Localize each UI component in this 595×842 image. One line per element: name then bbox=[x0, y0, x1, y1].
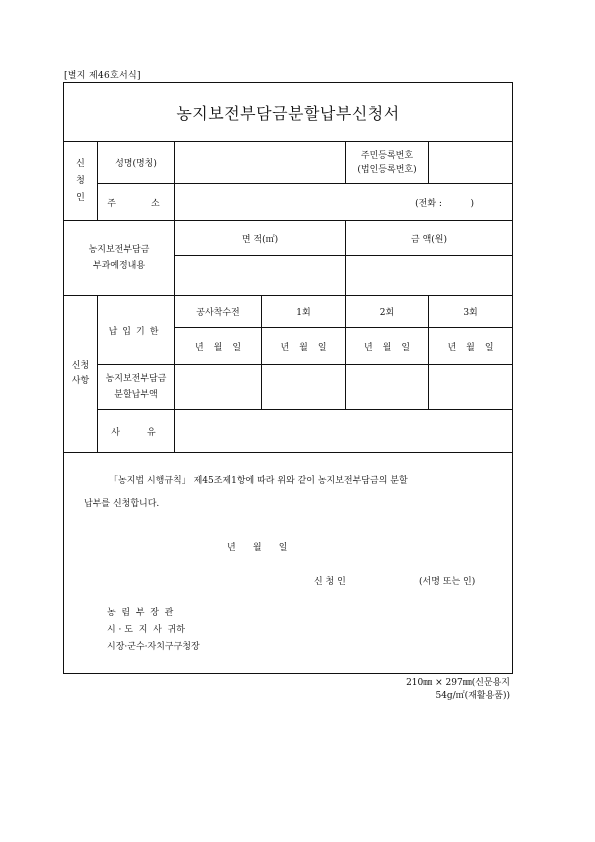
recipient-minister: 농 림 부 장 관 bbox=[107, 608, 174, 618]
area-header: 면 적(㎡) bbox=[175, 221, 346, 256]
charge-details-label: 농지보전부담금 부과예정내용 bbox=[64, 221, 175, 296]
name-field[interactable] bbox=[175, 142, 346, 184]
form-title: 농지보전부담금분할납부신청서 bbox=[64, 83, 513, 142]
phone-label: (전화 : ) bbox=[415, 198, 475, 209]
recipient-mayor: 시장·군수·자치구구청장 bbox=[107, 642, 200, 652]
deadline-date-installment-3[interactable]: 년 월 일 bbox=[429, 328, 513, 365]
deadline-date-installment-2[interactable]: 년 월 일 bbox=[346, 328, 429, 365]
deadline-date-pre-construction[interactable]: 년 월 일 bbox=[175, 328, 262, 365]
split-amount-installment-3[interactable] bbox=[429, 365, 513, 410]
name-label: 성명(명칭) bbox=[98, 142, 175, 184]
column-header-installment-3: 3회 bbox=[429, 296, 513, 328]
area-field[interactable] bbox=[175, 256, 346, 296]
amount-field[interactable] bbox=[346, 256, 513, 296]
split-amount-installment-1[interactable] bbox=[262, 365, 346, 410]
application-date: 년 월 일 bbox=[227, 543, 288, 553]
application-statement bbox=[64, 453, 513, 674]
split-amount-pre-construction[interactable] bbox=[175, 365, 262, 410]
statement-line-1: 「농지법 시행규칙」 제45조제1항에 따라 위와 같이 농지보전부담금의 분할 bbox=[109, 476, 408, 486]
deadline-date-installment-1[interactable]: 년 월 일 bbox=[262, 328, 346, 365]
column-header-installment-2: 2회 bbox=[346, 296, 429, 328]
amount-header: 금 액(원) bbox=[346, 221, 513, 256]
request-section-label: 신청 사항 bbox=[64, 296, 98, 453]
reason-field[interactable] bbox=[175, 410, 513, 453]
recipient-governor: 시 · 도 지 사 귀하 bbox=[107, 625, 185, 635]
column-header-pre-construction: 공사착수전 bbox=[175, 296, 262, 328]
registration-number-label: 주민등록번호 (법인등록번호) bbox=[346, 142, 429, 184]
paper-spec-line-1: 210㎜ × 297㎜(신문용지 bbox=[406, 678, 510, 688]
address-label: 주 소 bbox=[98, 184, 175, 221]
reason-label: 사 유 bbox=[98, 410, 175, 453]
split-payment-label: 농지보전부담금 분할납부액 bbox=[98, 365, 175, 410]
signature-or-seal-label: (서명 또는 인) bbox=[419, 577, 476, 587]
registration-number-field[interactable] bbox=[429, 142, 513, 184]
statement-line-2: 납부를 신청합니다. bbox=[84, 499, 160, 509]
applicant-section-label: 신 청 인 bbox=[64, 142, 98, 221]
applicant-signature-label: 신 청 인 bbox=[314, 577, 346, 587]
form-number-label: [별지 제46호서식] bbox=[64, 71, 141, 81]
application-form-table bbox=[63, 82, 513, 674]
split-amount-installment-2[interactable] bbox=[346, 365, 429, 410]
column-header-installment-1: 1회 bbox=[262, 296, 346, 328]
paper-spec-footer bbox=[406, 677, 510, 703]
payment-deadline-label: 납입기한 bbox=[98, 296, 175, 365]
address-field[interactable] bbox=[175, 184, 513, 221]
paper-spec-line-2: 54g/㎡(재활용품)) bbox=[435, 691, 510, 701]
